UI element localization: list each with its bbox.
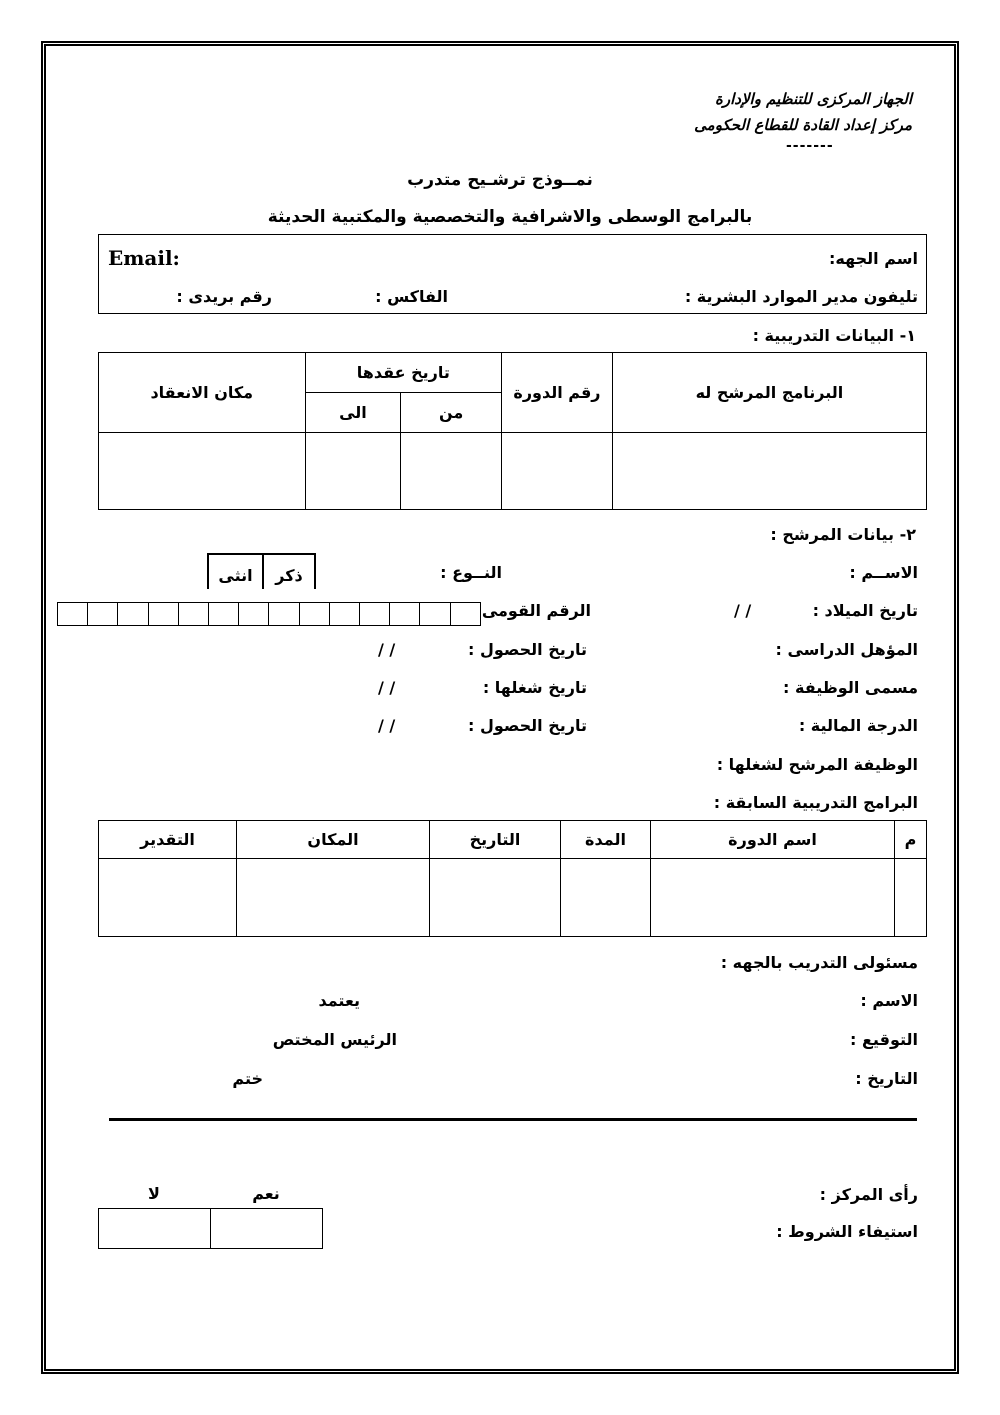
col-course-no: رقم الدورة xyxy=(502,353,613,433)
training-heading: ١- البيانات التدريبية : xyxy=(752,326,916,345)
stamp-label: ختم xyxy=(232,1069,263,1088)
resp-name-label: الاسم : xyxy=(860,991,918,1010)
birth-date-label: تاريخ الميلاد : xyxy=(812,601,918,620)
national-id-digit-cell[interactable] xyxy=(389,602,420,626)
cell-course-no[interactable] xyxy=(502,433,613,510)
job-date-label: تاريخ شغلها : xyxy=(482,678,587,697)
resp-date-label: التاريخ : xyxy=(855,1069,918,1088)
cell-duration[interactable] xyxy=(561,859,651,937)
col-course-name: اسم الدورة xyxy=(651,821,895,859)
national-id-digit-cell[interactable] xyxy=(208,602,239,626)
prev-programs-table xyxy=(98,820,927,937)
national-id-digit-cell[interactable] xyxy=(450,602,481,626)
gender-box-top xyxy=(207,553,315,555)
yes-box[interactable] xyxy=(210,1208,323,1249)
grade-label: الدرجة المالية : xyxy=(798,716,918,735)
col-duration: المدة xyxy=(561,821,651,859)
national-id-digit-cell[interactable] xyxy=(117,602,148,626)
candidate-heading: ٢- بيانات المرشح : xyxy=(770,525,916,544)
col-program: البرنامج المرشح له xyxy=(612,353,926,433)
gender-label: النــوع : xyxy=(440,563,502,582)
no-label: لا xyxy=(148,1184,160,1203)
conditions-label: استيفاء الشروط : xyxy=(776,1222,918,1241)
col-no: م xyxy=(895,821,927,859)
fax-label: الفاكس : xyxy=(375,287,448,306)
email-label: Email: xyxy=(108,246,180,270)
training-table xyxy=(98,352,927,510)
national-id-digit-cell[interactable] xyxy=(299,602,330,626)
prev-programs-label: البرامج التدريبية السابقة : xyxy=(713,793,918,812)
resp-signature-label: التوقيع : xyxy=(850,1030,918,1049)
org-line-1: الجهاز المركزى للتنظيم والإدارة xyxy=(715,90,912,108)
gender-female[interactable]: انثى xyxy=(218,566,253,585)
responsible-heading: مسئولى التدريب بالجهه : xyxy=(720,953,918,972)
postal-label: رقم بريدى : xyxy=(176,287,272,306)
form-subtitle: بالبرامج الوسطى والاشرافية والتخصصية والمكتبية الحديثة xyxy=(267,207,753,227)
national-id-digit-cell[interactable] xyxy=(359,602,390,626)
job-title-label: مسمى الوظيفة : xyxy=(783,678,918,697)
gender-male[interactable]: ذكر xyxy=(275,566,303,585)
name-label: الاســم : xyxy=(849,563,918,582)
no-box[interactable] xyxy=(98,1208,211,1249)
grade-date-label: تاريخ الحصول : xyxy=(467,716,587,735)
cell-course-name[interactable] xyxy=(651,859,895,937)
header-separator: ------- xyxy=(786,138,834,154)
divider-line xyxy=(109,1118,917,1121)
col-venue: مكان الانعقاد xyxy=(99,353,306,433)
approved-label: يعتمد xyxy=(318,991,360,1010)
qualification-date-slashes[interactable]: / / xyxy=(378,640,396,659)
national-id-label: الرقم القومى xyxy=(481,601,591,620)
qualification-date-label: تاريخ الحصول : xyxy=(467,640,587,659)
cell-venue[interactable] xyxy=(99,433,306,510)
col-from: من xyxy=(401,393,502,433)
yes-label: نعم xyxy=(252,1184,280,1203)
hr-phone-label: تليفون مدير الموارد البشرية : xyxy=(684,287,918,306)
national-id-digit-cell[interactable] xyxy=(419,602,450,626)
national-id-digit-cell[interactable] xyxy=(148,602,179,626)
entity-name-label: اسم الجهه: xyxy=(828,249,918,268)
cell-place[interactable] xyxy=(237,859,430,937)
birth-date-slashes[interactable]: / / xyxy=(734,601,752,620)
chief-label: الرئيس المختص xyxy=(272,1030,397,1049)
job-date-slashes[interactable]: / / xyxy=(378,678,396,697)
national-id-digit-cell[interactable] xyxy=(238,602,269,626)
form-title: نمــوذج ترشـيح متدرب xyxy=(407,170,593,190)
national-id-digit-cell[interactable] xyxy=(268,602,299,626)
cell-no[interactable] xyxy=(895,859,927,937)
col-date-held: تاريخ عقدها xyxy=(305,353,502,393)
cell-grade[interactable] xyxy=(99,859,237,937)
grade-date-slashes[interactable]: / / xyxy=(378,716,396,735)
center-opinion-label: رأى المركز : xyxy=(819,1185,918,1204)
col-place: المكان xyxy=(237,821,430,859)
national-id-digit-cell[interactable] xyxy=(87,602,118,626)
gender-box-right xyxy=(314,553,316,589)
qualification-label: المؤهل الدراسى : xyxy=(775,640,918,659)
col-date: التاريخ xyxy=(430,821,561,859)
cell-to[interactable] xyxy=(305,433,401,510)
cell-program[interactable] xyxy=(612,433,926,510)
cell-from[interactable] xyxy=(401,433,502,510)
national-id-digit-cell[interactable] xyxy=(178,602,209,626)
cell-date[interactable] xyxy=(430,859,561,937)
col-to: الى xyxy=(305,393,401,433)
national-id-digit-cell[interactable] xyxy=(329,602,360,626)
col-grade: التقدير xyxy=(99,821,237,859)
national-id-digit-cell[interactable] xyxy=(57,602,88,626)
nominated-job-label: الوظيفة المرشح لشغلها : xyxy=(716,755,918,774)
org-line-2: مركز إعداد القادة للقطاع الحكومى xyxy=(694,116,912,134)
